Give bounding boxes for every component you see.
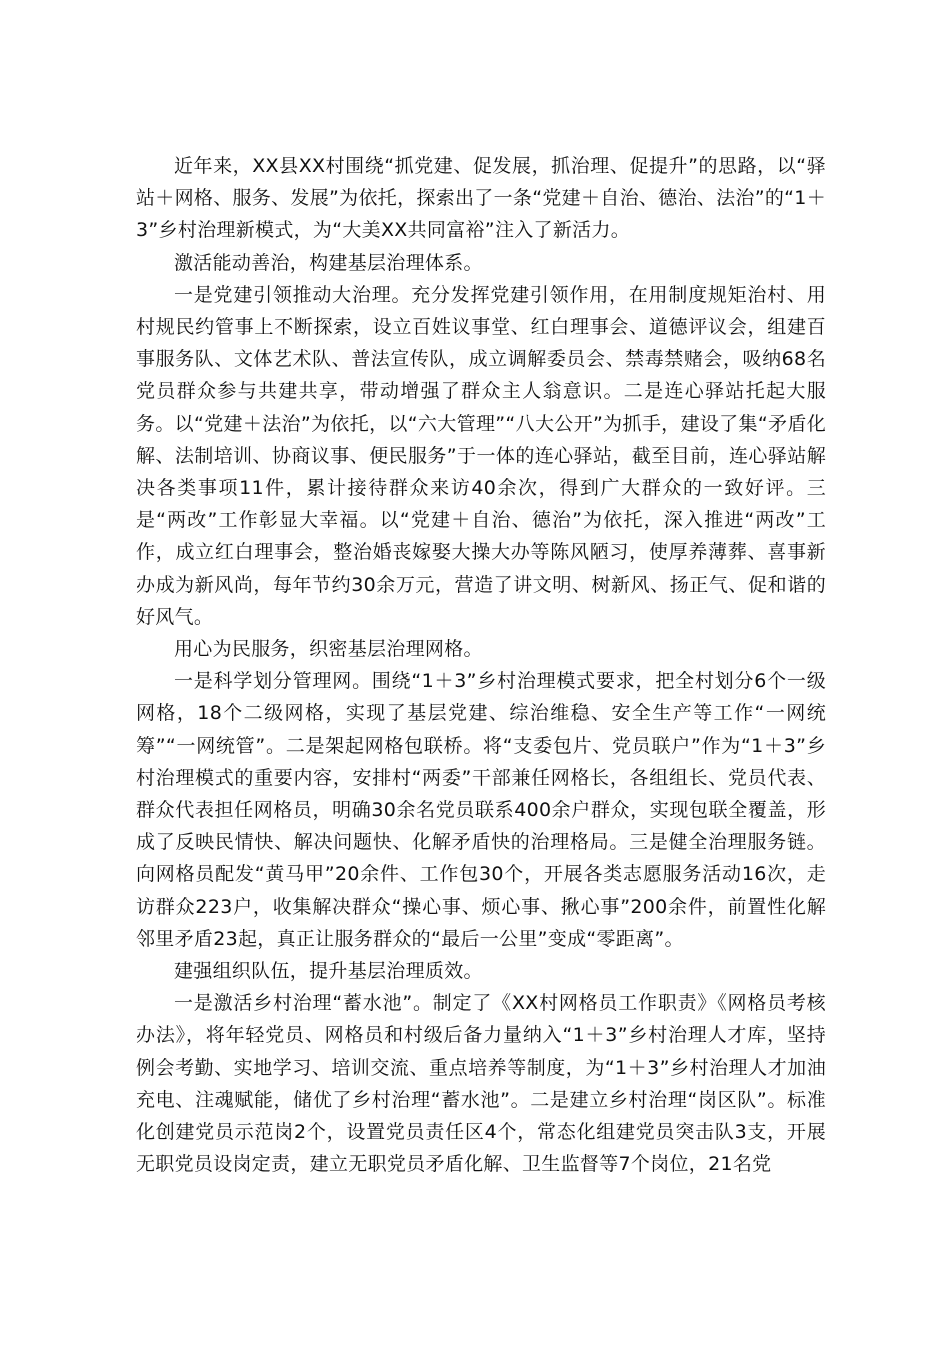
section-heading-governance-system: 激活能动善治，构建基层治理体系。 (174, 251, 483, 274)
section-paragraph-service-grid: 一是科学划分管理网。围绕“1＋3”乡村治理模式要求，把全村划分6个一级网格，18个二级网格，实现了基层党建、综治维稳、安全生产等工作“一网统筹”“一网统管”。二是架起网格包联桥。将“支委包片、党员联户”作为“1＋3”乡村治理模式的重要内容，安排村“两委”干部兼任网格长，各组组长、党员代表、群众代表担任网格员，明确30余名党员联系400余户群众，实现包联全覆盖，形成了反映民情快、解决问题快、化解矛盾快的治理格局。三是健全治理服务链。向网格员配发“黄马甲”20余件、工作包30个，开展各类志愿服务活动16次，走访群众223户，收集解决群众“操心事、烦心事、揪心事”200余件，前置性化解邻里矛盾23起，真正让服务群众的“最后一公里”变成“零距离”。 (136, 670, 826, 950)
document-body (136, 150, 826, 1181)
section-heading-organization-team: 建强组织队伍，提升基层治理质效。 (174, 960, 483, 983)
section-paragraph-governance-system: 一是党建引领推动大治理。充分发挥党建引领作用，在用制度规矩治村、用村规民约管事上不断探索，设立百姓议事堂、红白理事会、道德评议会，组建百事服务队、文体艺术队、普法宣传队，成立调解委员会、禁毒禁赌会，吸纳68名党员群众参与共建共享，带动增强了群众主人翁意识。二是连心驿站托起大服务。以“党建＋法治”为依托，以“六大管理”“八大公开”为抓手，建设了集“矛盾化解、法制培训、协商议事、便民服务”于一体的连心驿站，截至目前，连心驿站解决各类事项11件，累计接待群众来访40余次，得到广大群众的一致好评。三是“两改”工作彰显大幸福。以“党建＋自治、德治”为依托，深入推进“两改”工作，成立红白理事会，整治婚丧嫁娶大操大办等陈风陋习，使厚养薄葬、喜事新办成为新风尚，每年节约30余万元，营造了讲文明、树新风、扬正气、促和谐的好风气。 (136, 283, 826, 628)
section-heading-service-grid: 用心为民服务，织密基层治理网格。 (174, 638, 483, 661)
section-paragraph-organization-team: 一是激活乡村治理“蓄水池”。制定了《XX村网格员工作职责》《网格员考核办法》，将年轻党员、网格员和村级后备力量纳入“1＋3”乡村治理人才库，坚持例会考勤、实地学习、培训交流、重点培养等制度，为“1＋3”乡村治理人才加油充电、注魂赋能，储优了乡村治理“蓄水池”。二是建立乡村治理“岗区队”。标准化创建党员示范岗2个，设置党员责任区4个，常态化组建党员突击队3支，开展无职党员设岗定责，建立无职党员矛盾化解、卫生监督等7个岗位，21名党 (136, 992, 826, 1176)
intro-paragraph: 近年来，XX县XX村围绕“抓党建、促发展，抓治理、促提升”的思路，以“驿站＋网格、服务、发展”为依托，探索出了一条“党建＋自治、德治、法治”的“1＋3”乡村治理新模式，为“大美XX共同富裕”注入了新活力。 (136, 155, 826, 242)
